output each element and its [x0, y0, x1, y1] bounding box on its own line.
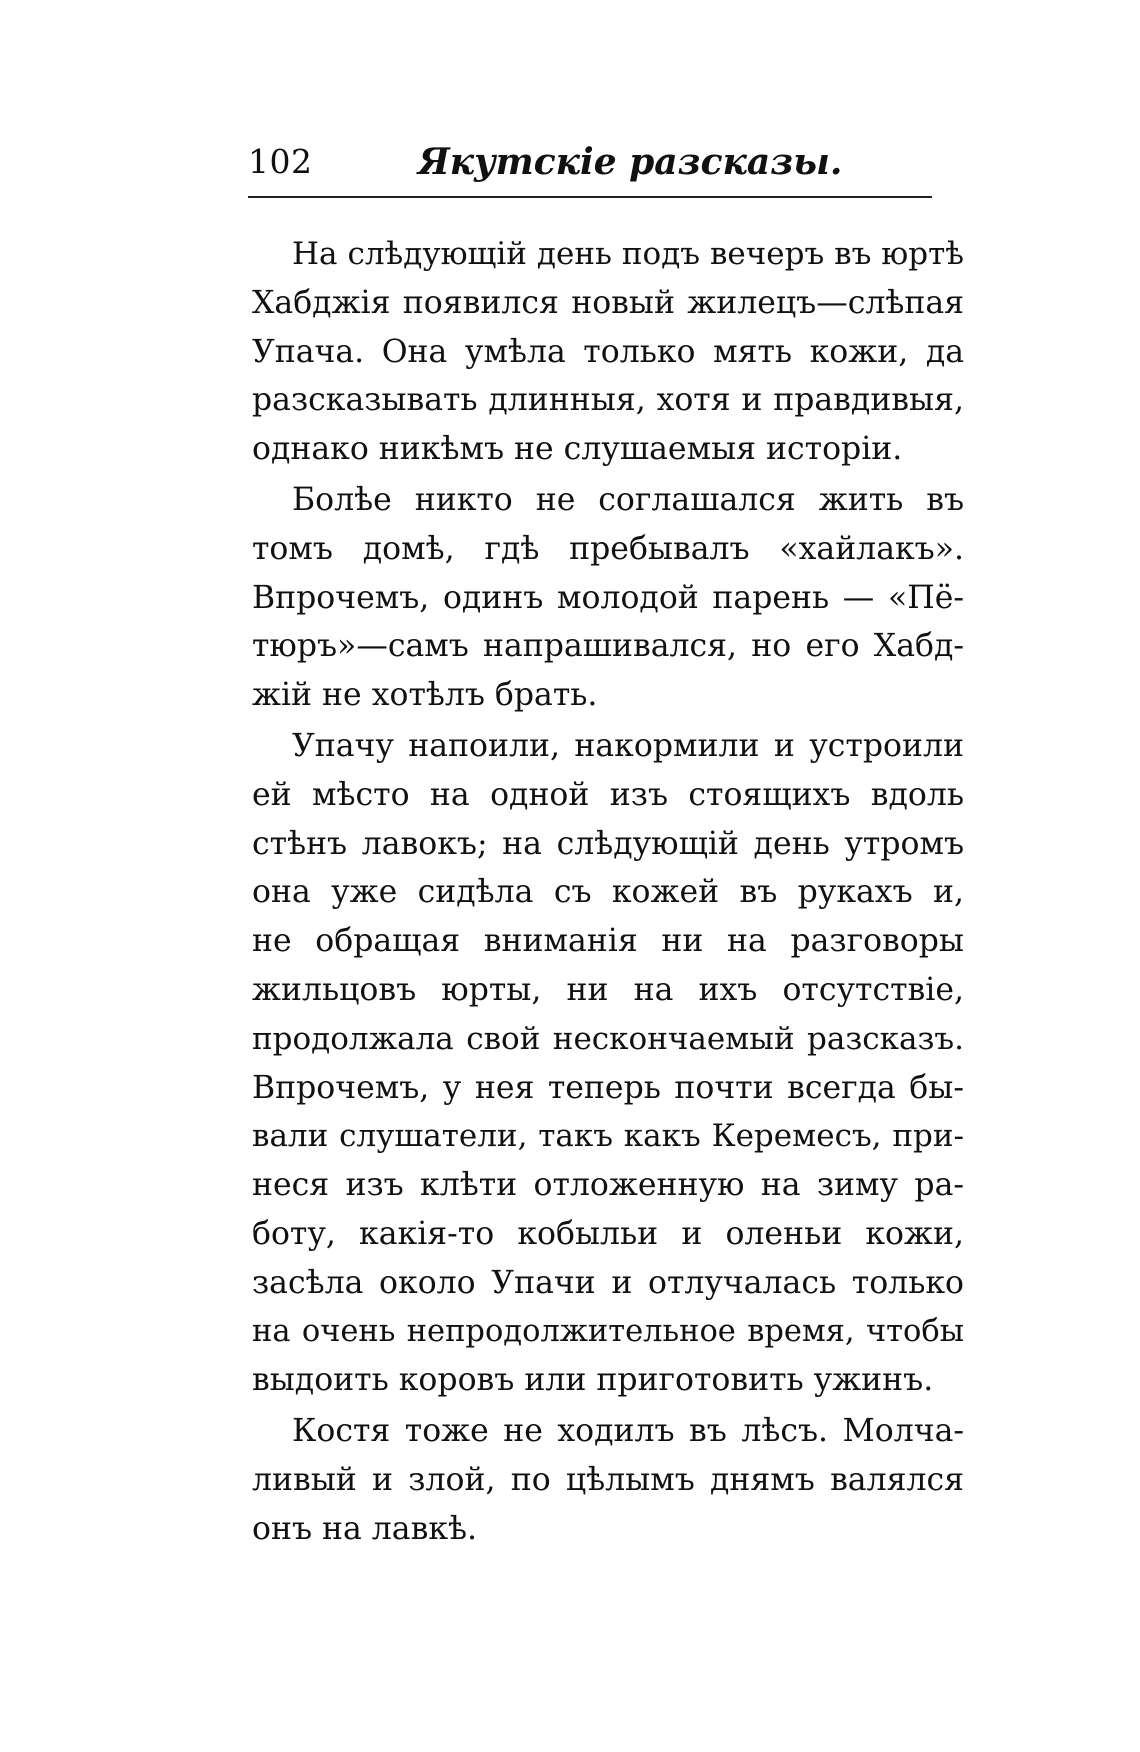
text-line: не обращая вниманія ни на разговоры: [252, 923, 964, 960]
text-line: стѣнъ лавокъ; на слѣдующій день утромъ: [252, 825, 964, 862]
paragraph: [252, 722, 964, 1405]
text-line: томъ домѣ, гдѣ пребывалъ «хайлакъ».: [252, 530, 964, 567]
text-line: разсказывать длинныя, хотя и правдивыя,: [252, 382, 964, 419]
text-line: тюръ»—самъ напрашивался, но его Хабд-: [252, 628, 964, 665]
text-line: однако никѣмъ не слушаемыя исторіи.: [252, 431, 903, 468]
text-line: ей мѣсто на одной изъ стоящихъ вдоль: [252, 776, 964, 813]
paragraph: [252, 230, 964, 474]
text-line: Костя тоже не ходилъ въ лѣсъ. Молча-: [292, 1413, 964, 1450]
running-title: Якутскіе разсказы.: [418, 141, 843, 183]
text-line: Болѣе никто не соглашался жить въ: [292, 481, 964, 518]
text-line: засѣла около Упачи и отлучалась только: [252, 1264, 964, 1301]
text-line: Упачу напоили, накормили и устроили: [292, 727, 964, 764]
text-line: На слѣдующій день подъ вечеръ въ юртѣ: [292, 236, 964, 272]
text-line: Впрочемъ, у нея теперь почти всегда бы-: [252, 1069, 964, 1106]
text-line: вали слушатели, такъ какъ Керемесъ, при-: [252, 1118, 964, 1155]
text-line: продолжала свой нескончаемый разсказъ.: [252, 1020, 964, 1057]
text-line: Упача. Она умѣла только мять кожи, да: [252, 333, 964, 370]
text-line: Впрочемъ, одинъ молодой парень — «Пё-: [252, 579, 964, 616]
text-line: Хабджія появился новый жилецъ—слѣпая: [252, 284, 964, 321]
text-line: онъ на лавкѣ.: [252, 1510, 478, 1547]
text-line: на очень непродолжительное время, чтобы: [252, 1313, 964, 1349]
text-line: неся изъ клѣти отложенную на зиму ра-: [252, 1167, 964, 1204]
text-line: ливый и злой, по цѣлымъ днямъ валялся: [252, 1461, 964, 1498]
header-rule: [248, 196, 932, 198]
page-number: 102: [248, 142, 313, 181]
text-line: жильцовъ юрты, ни на ихъ отсутствіе,: [252, 971, 964, 1008]
body-text: [252, 230, 964, 1556]
paragraph: [252, 476, 964, 720]
text-line: она уже сидѣла съ кожей въ рукахъ и,: [252, 874, 964, 911]
running-head: [248, 134, 932, 190]
text-line: жій не хотѣлъ брать.: [252, 677, 598, 714]
text-line: выдоить коровъ или приготовить ужинъ.: [252, 1362, 934, 1399]
text-line: боту, какія-то кобыльи и оленьи кожи,: [252, 1215, 964, 1252]
paragraph: [252, 1407, 964, 1553]
